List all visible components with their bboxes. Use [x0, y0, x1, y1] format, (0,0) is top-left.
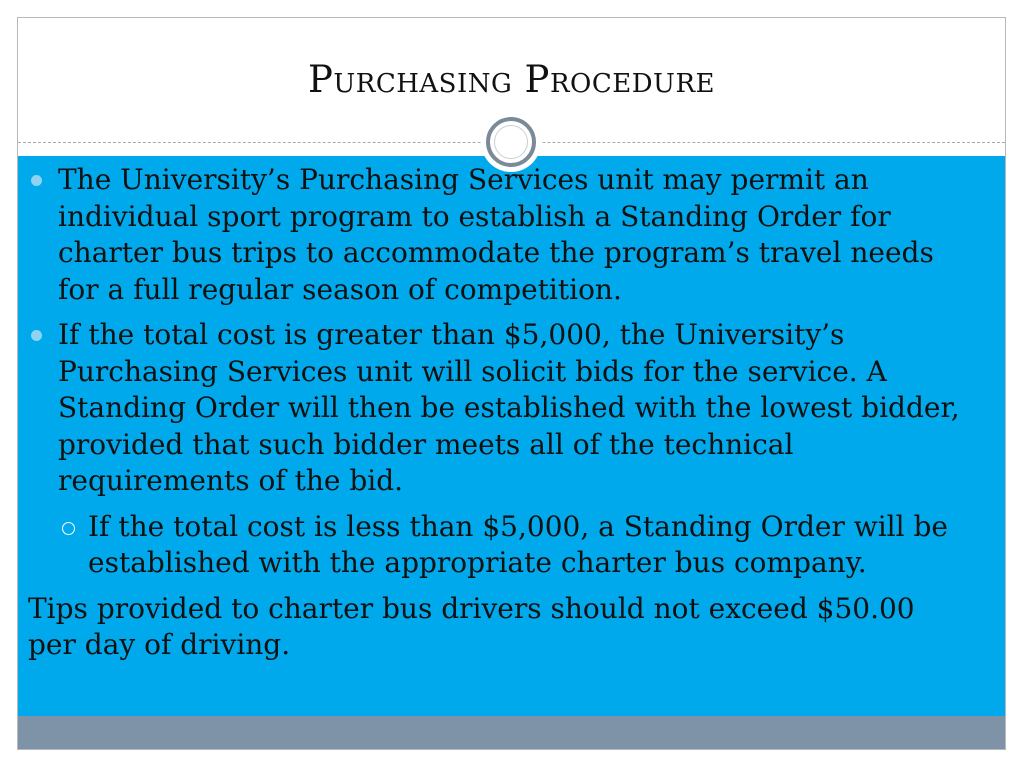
- ornament-inner-ring: [494, 125, 528, 159]
- sub-bullet-item: [26, 509, 971, 582]
- bullet-dot-icon: [31, 330, 42, 341]
- bullet-item: [26, 162, 971, 308]
- footer-bar: [18, 716, 1005, 750]
- sub-bullet-text: If the total cost is less than $5,000, a Standing Order will be established with the appropriate charter bus company.: [88, 509, 948, 579]
- slide-title: Purchasing Procedure: [307, 58, 716, 101]
- bullet-text: The University’s Purchasing Services unit may permit an individual sport program to establish a Standing Order for charter bus trips to accommodate the program’s travel needs for a full regular season of competition.: [58, 163, 934, 306]
- hollow-circle-bullet-icon: [62, 522, 75, 535]
- bullet-text: If the total cost is greater than $5,000, the University’s Purchasing Services unit will solicit bids for the service. A Standing Order will then be established with the lowest bidder, provided that such bidder meets all of the technical requirements of the bid.: [58, 318, 960, 497]
- slide-body: [26, 162, 971, 673]
- bullet-dot-icon: [31, 175, 42, 186]
- bullet-item: [26, 317, 971, 500]
- closing-paragraph: Tips provided to charter bus drivers should not exceed $50.00 per day of driving.: [28, 591, 915, 661]
